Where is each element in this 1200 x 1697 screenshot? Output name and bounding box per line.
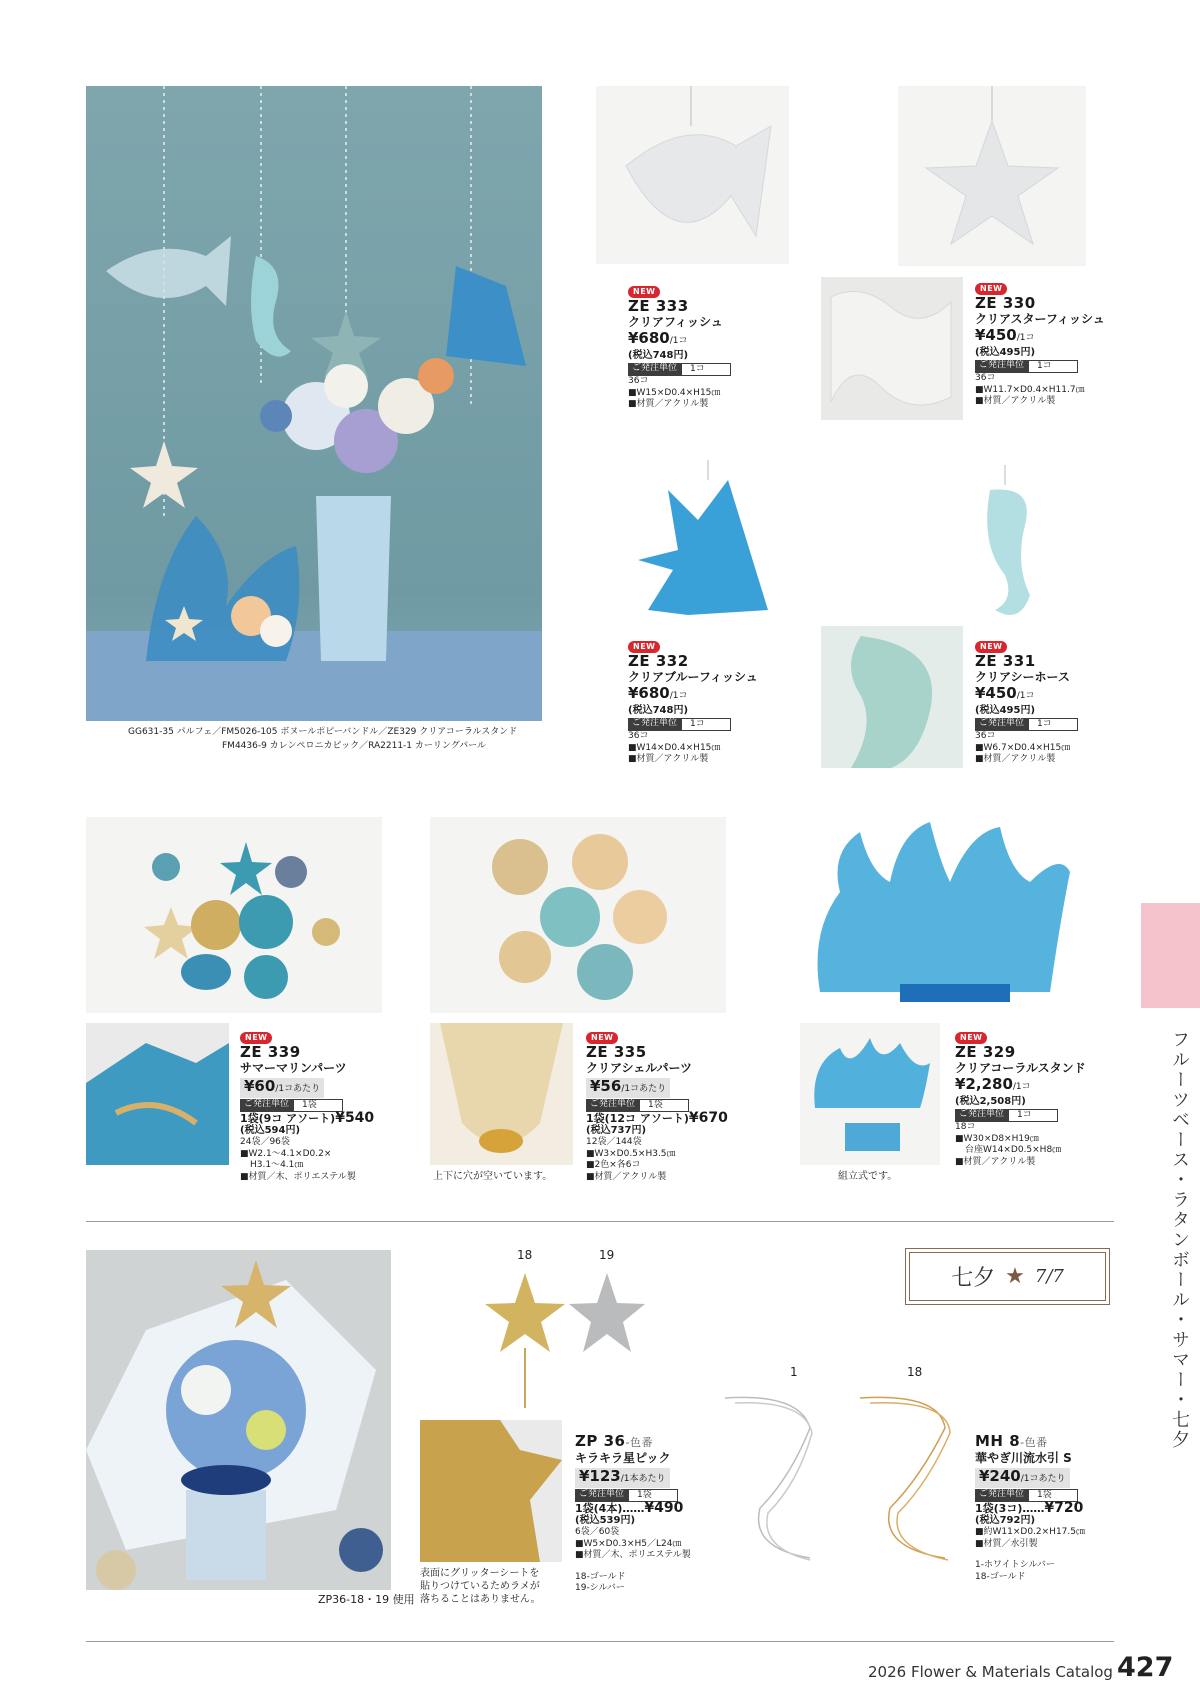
- ze329-assembly-photo: [800, 1023, 940, 1165]
- material-spec: ■材質／木、ポリエステル製: [575, 1550, 691, 1560]
- order-unit-value: 1袋: [293, 1099, 343, 1112]
- page-number: 427: [1117, 1652, 1174, 1683]
- clear-starfish-illustration: [898, 86, 1086, 266]
- main-arrangement-photo: [86, 86, 542, 721]
- zp36-info: [575, 1433, 691, 1595]
- pack-quantity: 12袋／144袋: [586, 1137, 642, 1147]
- bag-contents: 1袋(9コ アソート): [240, 1112, 336, 1125]
- zp36-color-num-b: 19: [599, 1248, 615, 1262]
- order-unit-value: 1コ: [1028, 718, 1078, 731]
- size-spec: ■W14×D0.4×H15㎝: [628, 742, 721, 753]
- order-unit-label: ご発注単位: [628, 718, 681, 731]
- order-unit-value: 1コ: [1028, 360, 1078, 373]
- ze329-note: 組立式です。: [838, 1171, 898, 1182]
- mh8-info: [975, 1433, 1085, 1583]
- mizuhiki-illustration: [720, 1388, 970, 1568]
- ze339-photo: [86, 817, 382, 1013]
- product-name: クリアシェルパーツ: [586, 1061, 692, 1075]
- price: ¥680: [628, 329, 670, 347]
- bouquet-illustration: [86, 1250, 391, 1590]
- zp36-photo: [485, 1268, 645, 1408]
- product-code: ZE 331: [975, 652, 1036, 670]
- tax-included-price: (税込539円): [575, 1515, 636, 1526]
- order-unit-label: ご発注単位: [628, 363, 681, 376]
- price-unit: /1本あたり: [620, 1474, 666, 1484]
- seahorse-closeup-illustration: [821, 626, 963, 768]
- order-unit-value: 1コ: [681, 363, 731, 376]
- ze331-photo: [960, 465, 1050, 630]
- size-spec: ■約W11×D0.2×H17.5㎝: [975, 1527, 1085, 1537]
- ze331-info: [975, 634, 1078, 766]
- footer-divider: [86, 1641, 1114, 1642]
- ze330-photo: [898, 86, 1086, 266]
- new-badge: NEW: [975, 641, 1007, 653]
- material-spec: ■材質／水引製: [975, 1538, 1038, 1549]
- product-code: ZE 329: [955, 1043, 1016, 1061]
- price: ¥680: [628, 684, 670, 702]
- ze330-info: [975, 276, 1105, 408]
- ze335-closeup-photo: [430, 1023, 573, 1165]
- tax-included-price: (税込495円): [975, 347, 1036, 358]
- tax-included-price: (税込792円): [975, 1515, 1036, 1526]
- order-unit-value: 1袋: [1028, 1489, 1078, 1502]
- color-count-spec: ■2色×各6コ: [586, 1160, 641, 1170]
- side-category-label: フルーツベース・ラタンボール・サマー・七夕: [1169, 1030, 1190, 1450]
- price-unit: /1コ: [1016, 691, 1035, 701]
- bag-contents: 1袋(12コ アソート): [586, 1112, 689, 1125]
- section-divider: [86, 1221, 1114, 1222]
- size-spec: ■W3×D0.5×H3.5㎝: [586, 1148, 676, 1159]
- pack-quantity: 6袋／60袋: [575, 1527, 620, 1537]
- price: ¥450: [975, 326, 1017, 344]
- seahorse-illustration: [960, 465, 1050, 630]
- color-18: 18-ゴールド: [575, 1571, 626, 1582]
- base-size-spec: 台座W14×D0.5×H8㎝: [965, 1145, 1062, 1155]
- tax-included-price: (税込748円): [628, 705, 689, 716]
- price-unit: /1コ: [669, 691, 688, 701]
- product-name: キラキラ星ピック: [575, 1451, 671, 1465]
- price-unit: /1コあたり: [621, 1084, 667, 1094]
- bag-price: ¥670: [688, 1110, 728, 1126]
- coral-stand-illustration: [800, 812, 1080, 1012]
- product-name: サマーマリンパーツ: [240, 1061, 347, 1075]
- zp36-note-line3: 落ちることはありません。: [420, 1594, 541, 1605]
- size-spec: ■W11.7×D0.4×H11.7㎝: [975, 384, 1085, 395]
- pack-quantity: 36コ: [628, 376, 649, 386]
- bag-contents: 1袋(3コ)……: [975, 1502, 1045, 1515]
- order-unit-value: 1コ: [681, 718, 731, 731]
- order-unit-label: ご発注単位: [586, 1099, 639, 1112]
- order-unit-label: ご発注単位: [240, 1099, 293, 1112]
- size-spec: ■W2.1〜4.1×D0.2×: [240, 1148, 332, 1159]
- price-unit: /1コ: [669, 336, 688, 346]
- mh8-color-num-a: 1: [790, 1365, 798, 1379]
- order-unit-label: ご発注単位: [975, 360, 1028, 373]
- price-unit: /1コ: [1016, 333, 1035, 343]
- new-badge: NEW: [240, 1032, 272, 1044]
- star-icon: ★: [1005, 1264, 1025, 1289]
- acrylic-texture-illustration: [821, 277, 963, 420]
- bag-contents: 1袋(4本)……: [575, 1502, 645, 1515]
- product-name: クリアスターフィッシュ: [975, 312, 1105, 326]
- bag-price: ¥540: [335, 1110, 375, 1126]
- tanabata-date: 7/7: [1034, 1266, 1064, 1287]
- tanabata-label: 七夕: [951, 1266, 996, 1291]
- marine-parts-illustration: [86, 817, 382, 1013]
- material-spec: ■材質／アクリル製: [628, 399, 709, 409]
- product-code: ZE 333: [628, 297, 689, 315]
- zp36-arrangement-photo: [86, 1250, 391, 1590]
- material-spec: ■材質／アクリル製: [955, 1156, 1036, 1167]
- order-unit-label: ご発注単位: [975, 1489, 1028, 1502]
- size-spec: ■W5×D0.3×H5／L24㎝: [575, 1538, 682, 1549]
- ze339-info: [240, 1025, 374, 1183]
- order-unit-label: ご発注単位: [975, 718, 1028, 731]
- product-code: ZE 332: [628, 652, 689, 670]
- ze333-info: [628, 279, 731, 411]
- ze329-photo: [800, 812, 1080, 1012]
- pack-quantity: 36コ: [628, 731, 649, 741]
- color-1: 1-ホワイトシルバー: [975, 1560, 1055, 1570]
- ze330-closeup-photo: [821, 277, 963, 420]
- shell-closeup-illustration: [430, 1023, 573, 1165]
- color-19: 19-シルバー: [575, 1583, 625, 1593]
- mh8-photo: [720, 1388, 970, 1568]
- size-spec-cont: H3.1〜4.1㎝: [250, 1160, 304, 1170]
- order-unit-value: 1袋: [628, 1489, 678, 1502]
- marine-parts-closeup-illustration: [86, 1023, 229, 1165]
- ze329-info: [955, 1025, 1086, 1168]
- star-picks-illustration: [485, 1268, 645, 1408]
- order-unit-value: 1コ: [1008, 1109, 1058, 1122]
- main-photo-caption-line2: FM4436-9 カレンペロニカピック／RA2211-1 カーリングパール: [222, 741, 486, 751]
- material-spec: ■材質／木、ポリエステル製: [240, 1171, 356, 1182]
- tanabata-label-box: [905, 1248, 1110, 1305]
- material-spec: ■材質／アクリル製: [628, 754, 709, 764]
- ze335-photo: [430, 817, 726, 1013]
- zp36-note-line1: 表面にグリッターシートを: [420, 1568, 540, 1579]
- tax-included-price: (税込594円): [240, 1125, 301, 1136]
- product-code: MH 8: [975, 1432, 1021, 1450]
- clear-fish-illustration: [596, 86, 789, 264]
- price-unit: /1コあたり: [275, 1084, 321, 1094]
- new-badge: NEW: [628, 641, 660, 653]
- product-code-suffix: -色番: [625, 1436, 653, 1449]
- ze332-photo: [628, 460, 788, 620]
- ze333-photo: [596, 86, 789, 264]
- mh8-color-num-b: 18: [907, 1365, 923, 1379]
- main-arrangement-illustration: [86, 86, 542, 721]
- product-name: クリアシーホース: [975, 670, 1070, 684]
- blue-fish-illustration: [628, 460, 788, 620]
- material-spec: ■材質／アクリル製: [975, 396, 1056, 406]
- price: ¥56: [590, 1077, 622, 1095]
- ze335-info: [586, 1025, 728, 1183]
- product-name: 華やぎ川流水引 S: [975, 1451, 1072, 1465]
- coral-parts-illustration: [800, 1023, 940, 1165]
- product-code: ZE 339: [240, 1043, 301, 1061]
- zp36-note-line2: 貼りつけているためラメが: [420, 1581, 540, 1592]
- product-name: クリアコーラルスタンド: [955, 1061, 1086, 1075]
- pack-quantity: 18コ: [955, 1122, 976, 1132]
- size-spec: ■W6.7×D0.4×H15㎝: [975, 742, 1071, 753]
- price: ¥240: [979, 1467, 1021, 1485]
- new-badge: NEW: [586, 1032, 618, 1044]
- price: ¥2,280: [955, 1075, 1013, 1093]
- price-unit: /1コあたり: [1020, 1474, 1066, 1484]
- material-spec: ■材質／アクリル製: [975, 754, 1056, 764]
- zp36-usage-caption: ZP36-18・19 使用: [318, 1593, 415, 1606]
- size-spec: ■W30×D8×H19㎝: [955, 1133, 1039, 1144]
- product-name: クリアフィッシュ: [628, 315, 723, 329]
- category-color-tab: [1141, 903, 1200, 1008]
- zp36-closeup-photo: [420, 1420, 562, 1562]
- ze332-info: [628, 634, 758, 766]
- material-spec: ■材質／アクリル製: [586, 1171, 667, 1182]
- order-unit-value: 1袋: [639, 1099, 689, 1112]
- tax-included-price: (税込2,508円): [955, 1096, 1026, 1107]
- order-unit-label: ご発注単位: [575, 1489, 628, 1502]
- zp36-color-num-a: 18: [517, 1248, 533, 1262]
- catalog-title: 2026 Flower & Materials Catalog: [868, 1663, 1113, 1681]
- main-photo-caption-line1: GG631-35 パルフェ／FM5026-105 ボヌールポピーバンドル／ZE329 クリアコーラルスタンド: [128, 727, 518, 737]
- glitter-closeup-illustration: [420, 1420, 562, 1562]
- new-badge: NEW: [628, 286, 660, 298]
- tax-included-price: (税込495円): [975, 705, 1036, 716]
- product-code-suffix: -色番: [1020, 1436, 1048, 1449]
- order-unit-label: ご発注単位: [955, 1109, 1008, 1122]
- product-code: ZP 36: [575, 1432, 626, 1450]
- new-badge: NEW: [955, 1032, 987, 1044]
- price-unit: /1コ: [1012, 1082, 1031, 1092]
- price: ¥450: [975, 684, 1017, 702]
- product-code: ZE 335: [586, 1043, 647, 1061]
- pack-quantity: 36コ: [975, 731, 996, 741]
- pack-quantity: 24袋／96袋: [240, 1137, 290, 1147]
- clear-shells-illustration: [430, 817, 726, 1013]
- new-badge: NEW: [975, 283, 1007, 295]
- bag-price: ¥720: [1044, 1500, 1084, 1516]
- tax-included-price: (税込748円): [628, 350, 689, 361]
- ze331-closeup-photo: [821, 626, 963, 768]
- tax-included-price: (税込737円): [586, 1125, 647, 1136]
- color-18: 18-ゴールド: [975, 1571, 1026, 1582]
- size-spec: ■W15×D0.4×H15㎝: [628, 387, 721, 398]
- zp36-note: [420, 1567, 541, 1606]
- ze339-closeup-photo: [86, 1023, 229, 1165]
- product-code: ZE 330: [975, 294, 1036, 312]
- ze335-note: 上下に穴が空いています。: [433, 1171, 553, 1182]
- pack-quantity: 36コ: [975, 373, 996, 383]
- price: ¥123: [579, 1467, 621, 1485]
- product-name: クリアブルーフィッシュ: [628, 670, 758, 684]
- bag-price: ¥490: [644, 1500, 684, 1516]
- price: ¥60: [244, 1077, 276, 1095]
